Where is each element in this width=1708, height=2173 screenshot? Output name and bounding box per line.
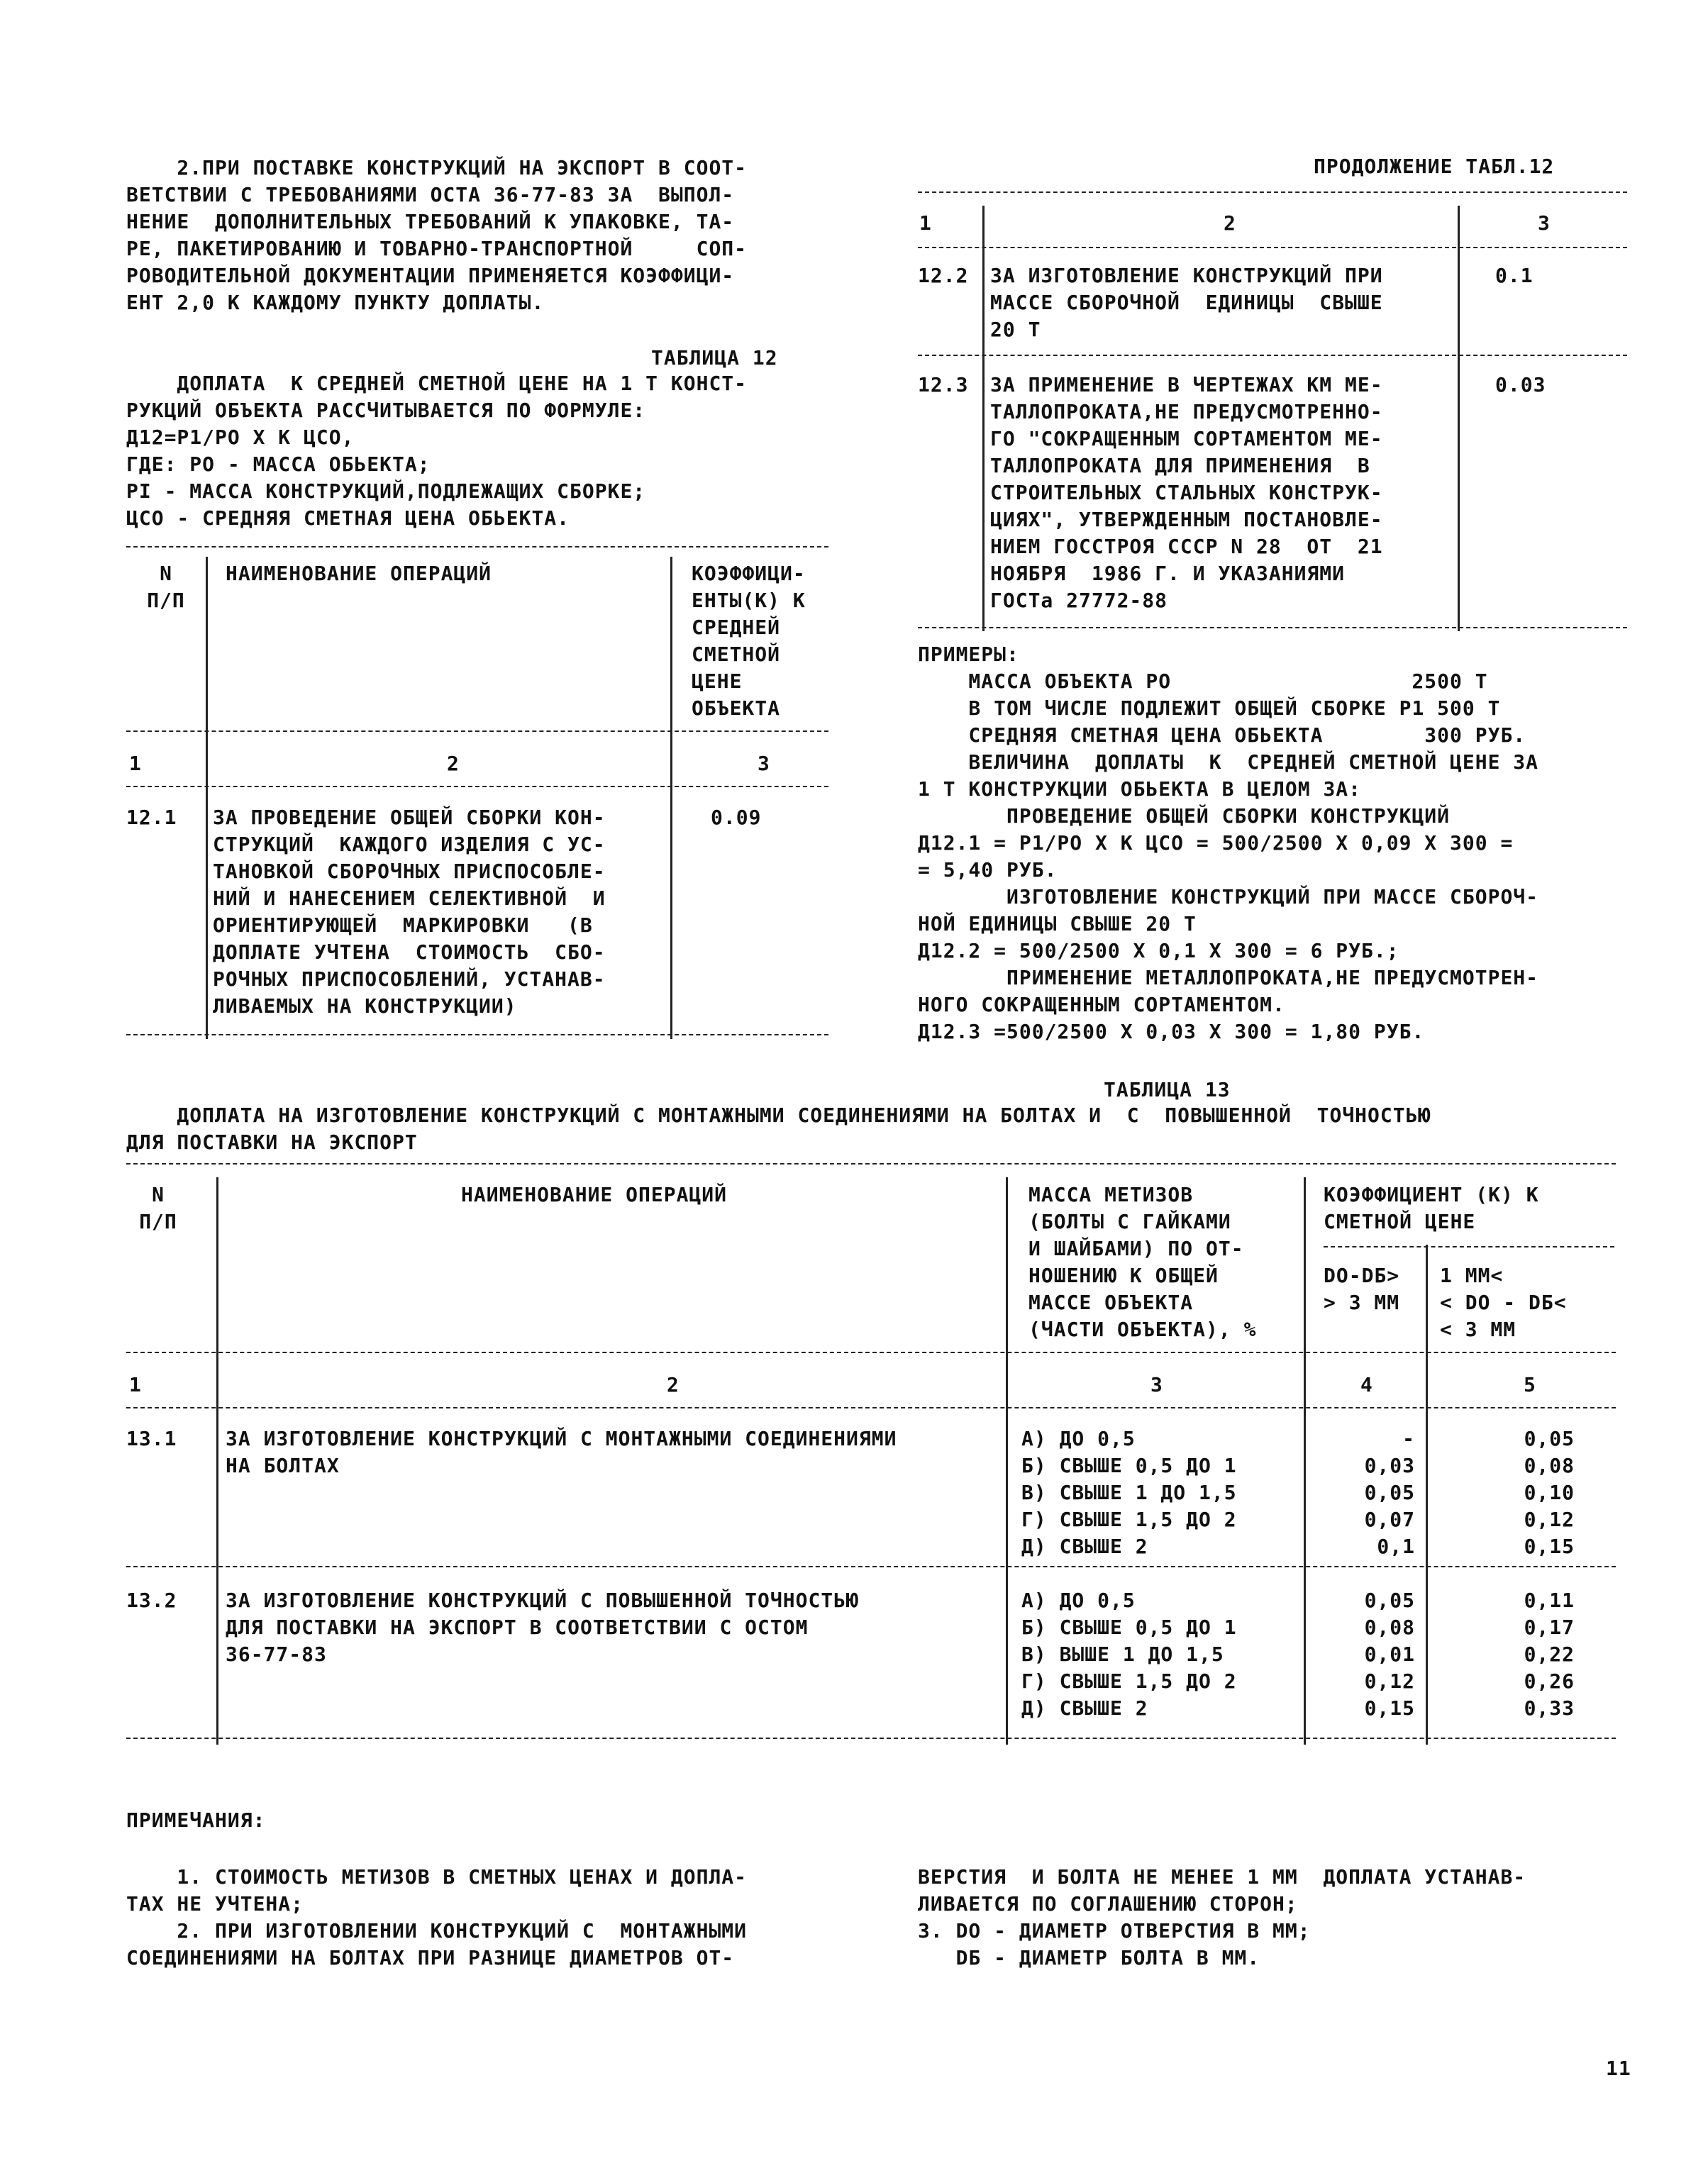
table13-head-coefficient: КОЭФФИЦИЕНТ (К) К СМЕТНОЙ ЦЕНЕ	[1324, 1183, 1539, 1233]
table13-row-mass: А) ДО 0,5 Б) СВЫШЕ 0,5 ДО 1 В) СВЫШЕ 1 ДО 1,5 Г) СВЫШЕ 1,5 ДО 2 Д) СВЫШЕ 2	[1021, 1427, 1237, 1558]
table13-sub-rule	[1324, 1246, 1614, 1247]
table13-rule-bottom	[126, 1738, 1616, 1739]
table12-title: ТАБЛИЦА 12	[651, 346, 778, 369]
note-line: СОЕДИНЕНИЯМИ НА БОЛТАХ ПРИ РАЗНИЦЕ ДИАМЕТРОВ ОТ-	[126, 1946, 735, 1969]
table12c-col-divider	[982, 206, 985, 631]
table13-description	[126, 1102, 1431, 1156]
table13-colnum-3: 3	[1150, 1373, 1163, 1396]
notes-left	[126, 1864, 747, 1972]
page-number: 11	[1606, 2057, 1631, 2080]
table12-rule-top	[126, 546, 828, 548]
table12-rule	[126, 730, 828, 732]
table13-row-mass: А) ДО 0,5 Б) СВЫШЕ 0,5 ДО 1 В) ВЫШЕ 1 ДО 1,5 Г) СВЫШЕ 1,5 ДО 2 Д) СВЫШЕ 2	[1021, 1589, 1237, 1720]
table13-head-operation: НАИМЕНОВАНИЕ ОПЕРАЦИЙ	[461, 1183, 728, 1206]
table13-row-number: 13.2	[126, 1589, 177, 1612]
intro-line: ВЕТСТВИИ С ТРЕБОВАНИЯМИ ОСТА 36-77-83 ЗА ВЫПОЛ-	[126, 183, 735, 206]
table13-row-col5: 0,05 0,08 0,10 0,12 0,15	[1524, 1427, 1575, 1558]
intro-line: ЕНТ 2,0 К КАЖДОМУ ПУНКТУ ДОПЛАТЫ.	[126, 291, 545, 314]
table13-col-divider	[216, 1177, 218, 1745]
table12-col-divider	[670, 557, 672, 1039]
intro-paragraph	[126, 155, 747, 316]
table12c-rule	[918, 355, 1627, 356]
example-line: Д12.1 = Р1/РО Х К ЦСО = 500/2500 Х 0,09 Х 300 =	[918, 831, 1514, 855]
table12c-row-number: 12.2	[918, 264, 969, 287]
table12c-rule	[918, 247, 1627, 248]
table12c-row-operation: ЗА ПРИМЕНЕНИЕ В ЧЕРТЕЖАХ КМ МЕ- ТАЛЛОПРОКАТА,НЕ ПРЕДУСМОТРЕННО- ГО "СОКРАЩЕННЫМ СОРТАМЕНТОМ МЕ- ТАЛЛОПРОКАТА ДЛЯ ПРИМЕНЕНИЯ В СТРОИТЕЛЬНЫХ СТАЛЬНЫХ КОНСТРУК- ЦИЯХ", УТВЕРЖДЕННЫМ ПОСТАНОВЛЕ- НИЕМ ГОССТРОЯ СССР N 28 ОТ 21 НОЯБРЯ 1986 Г. И УКАЗАНИЯМИ ГОСТа 27772-88	[990, 373, 1383, 612]
table12-cont-title: ПРОДОЛЖЕНИЕ ТАБЛ.12	[1314, 155, 1555, 178]
table13-colnum-4: 4	[1360, 1373, 1373, 1396]
example-line: МАССА ОБЪЕКТА РО 2500 Т	[918, 669, 1488, 693]
table13-row-operation: ЗА ИЗГОТОВЛЕНИЕ КОНСТРУКЦИЙ С МОНТАЖНЫМИ СОЕДИНЕНИЯМИ НА БОЛТАХ	[226, 1427, 897, 1477]
intro-line: НЕНИЕ ДОПОЛНИТЕЛЬНЫХ ТРЕБОВАНИЙ К УПАКОВКЕ, ТА-	[126, 210, 735, 233]
table12c-col-divider	[1458, 206, 1460, 631]
table12-colnum-1: 1	[129, 752, 142, 775]
table12-desc-line: ДОПЛАТА К СРЕДНЕЙ СМЕТНОЙ ЦЕНЕ НА 1 Т КОНСТ-	[126, 372, 748, 395]
table12-desc-line: РУКЦИЙ ОБЪЕКТА РАССЧИТЫВАЕТСЯ ПО ФОРМУЛЕ:	[126, 399, 646, 422]
notes-heading: ПРИМЕЧАНИЯ:	[126, 1808, 266, 1832]
example-line: СРЕДНЯЯ СМЕТНАЯ ЦЕНА ОБЬЕКТА 300 РУБ.	[918, 723, 1526, 747]
example-line: ПРОВЕДЕНИЕ ОБЩЕЙ СБОРКИ КОНСТРУКЦИЙ	[918, 804, 1451, 828]
table13-col-divider	[1426, 1245, 1428, 1745]
note-line: 2. ПРИ ИЗГОТОВЛЕНИИ КОНСТРУКЦИЙ С МОНТАЖНЫМИ	[126, 1919, 748, 1943]
table13-row-col4: 0,05 0,08 0,01 0,12 0,15	[1364, 1589, 1415, 1720]
intro-line: 2.ПРИ ПОСТАВКЕ КОНСТРУКЦИЙ НА ЭКСПОРТ В СООТ-	[126, 156, 748, 179]
table12c-row-value: 0.1	[1495, 264, 1534, 287]
table13-head-col4: DO-DБ> > 3 ММ	[1324, 1264, 1400, 1314]
note-line: ТАХ НЕ УЧТЕНА;	[126, 1892, 304, 1916]
table12c-row-operation: ЗА ИЗГОТОВЛЕНИЕ КОНСТРУКЦИЙ ПРИ МАССЕ СБОРОЧНОЙ ЕДИНИЦЫ СВЫШЕ 20 Т	[990, 264, 1383, 341]
table13-head-number: N П/П	[139, 1183, 177, 1233]
table12-colnum-2: 2	[447, 752, 460, 775]
table12-head-operation: НАИМЕНОВАНИЕ ОПЕРАЦИЙ	[226, 562, 492, 585]
table12-head-number: N П/П	[147, 562, 185, 612]
examples-block	[918, 641, 1538, 1045]
table12c-row-value: 0.03	[1495, 373, 1546, 396]
example-line: 1 Т КОНСТРУКЦИИ ОБЬЕКТА В ЦЕЛОМ ЗА:	[918, 777, 1362, 801]
table13-rule	[126, 1407, 1616, 1408]
table12c-colnum-3: 3	[1538, 211, 1551, 235]
example-line: ИЗГОТОВЛЕНИЕ КОНСТРУКЦИЙ ПРИ МАССЕ СБОРОЧ-	[918, 885, 1539, 908]
notes-right	[918, 1864, 1526, 1972]
table13-col-divider	[1006, 1177, 1008, 1745]
example-line: ВЕЛИЧИНА ДОПЛАТЫ К СРЕДНЕЙ СМЕТНОЙ ЦЕНЕ ЗА	[918, 750, 1539, 774]
table13-rule	[126, 1566, 1616, 1567]
table12-row-number: 12.1	[126, 806, 177, 829]
table13-row-col4: - 0,03 0,05 0,07 0,1	[1364, 1427, 1415, 1558]
example-line: Д12.3 =500/2500 Х 0,03 Х 300 = 1,80 РУБ.	[918, 1020, 1425, 1043]
table12-colnum-3: 3	[758, 752, 770, 775]
example-line: НОЙ ЕДИНИЦЫ СВЫШЕ 20 Т	[918, 912, 1197, 935]
note-line: ЛИВАЕТСЯ ПО СОГЛАШЕНИЮ СТОРОН;	[918, 1892, 1298, 1916]
note-line: 1. СТОИМОСТЬ МЕТИЗОВ В СМЕТНЫХ ЦЕНАХ И ДОПЛА-	[126, 1865, 748, 1889]
intro-line: РОВОДИТЕЛЬНОЙ ДОКУМЕНТАЦИИ ПРИМЕНЯЕТСЯ КОЭФФИЦИ-	[126, 264, 735, 287]
table12-desc-line: ГДЕ: РО - МАССА ОБЬЕКТА;	[126, 452, 431, 476]
table12-description	[126, 370, 747, 532]
table12c-colnum-2: 2	[1224, 211, 1236, 235]
table13-head-col5: 1 ММ< < DO - DБ< < 3 ММ	[1440, 1264, 1567, 1341]
table12c-rule-top	[918, 191, 1627, 193]
table13-desc-line: ДЛЯ ПОСТАВКИ НА ЭКСПОРТ	[126, 1130, 418, 1154]
table12-desc-line: Д12=Р1/РО Х К ЦСО,	[126, 426, 355, 449]
intro-line: РЕ, ПАКЕТИРОВАНИЮ И ТОВАРНО-ТРАНСПОРТНОЙ СОП-	[126, 237, 748, 260]
table13-col-divider	[1304, 1177, 1306, 1745]
table13-desc-line: ДОПЛАТА НА ИЗГОТОВЛЕНИЕ КОНСТРУКЦИЙ С МОНТАЖНЫМИ СОЕДИНЕНИЯМИ НА БОЛТАХ И С ПОВЫШЕННОЙ ТОЧНОСТЬЮ	[126, 1104, 1431, 1127]
table12c-colnum-1: 1	[919, 211, 932, 235]
table12-row-value: 0.09	[711, 806, 762, 829]
example-line: НОГО СОКРАЩЕННЫМ СОРТАМЕНТОМ.	[918, 993, 1285, 1016]
note-line: 3. DO - ДИАМЕТР ОТВЕРСТИЯ В ММ;	[918, 1919, 1311, 1943]
table13-row-operation: ЗА ИЗГОТОВЛЕНИЕ КОНСТРУКЦИЙ С ПОВЫШЕННОЙ ТОЧНОСТЬЮ ДЛЯ ПОСТАВКИ НА ЭКСПОРТ В СООТВЕТСТВИИ С ОСТОМ 36-77-83	[226, 1589, 859, 1666]
table12-rule	[126, 786, 828, 787]
example-line: Д12.2 = 500/2500 Х 0,1 Х 300 = 6 РУБ.;	[918, 939, 1399, 962]
table13-colnum-1: 1	[129, 1373, 142, 1396]
table12-desc-line: ЦСО - СРЕДНЯЯ СМЕТНАЯ ЦЕНА ОБЬЕКТА.	[126, 506, 570, 530]
table12-desc-line: PI - МАССА КОНСТРУКЦИЙ,ПОДЛЕЖАЩИХ СБОРКЕ;	[126, 479, 646, 503]
example-line: В ТОМ ЧИСЛЕ ПОДЛЕЖИТ ОБЩЕЙ СБОРКЕ Р1 500 Т	[918, 696, 1501, 720]
table13-row-col5: 0,11 0,17 0,22 0,26 0,33	[1524, 1589, 1575, 1720]
table12-col-divider	[206, 557, 208, 1039]
table13-colnum-2: 2	[667, 1373, 680, 1396]
note-line: DБ - ДИАМЕТР БОЛТА В ММ.	[918, 1946, 1260, 1969]
example-line: ПРИМЕНЕНИЕ МЕТАЛЛОПРОКАТА,НЕ ПРЕДУСМОТРЕН-	[918, 966, 1539, 989]
table13-head-mass: МАССА МЕТИЗОВ (БОЛТЫ С ГАЙКАМИ И ШАЙБАМИ) ПО ОТ- НОШЕНИЮ К ОБЩЕЙ МАССЕ ОБЪЕКТА (ЧАСТИ ОБЪЕКТА), %	[1028, 1183, 1257, 1341]
table13-rule	[126, 1352, 1616, 1353]
examples-heading: ПРИМЕРЫ:	[918, 643, 1019, 666]
table12-head-coefficient: КОЭФФИЦИ- ЕНТЫ(К) К СРЕДНЕЙ СМЕТНОЙ ЦЕНЕ ОБЪЕКТА	[692, 562, 806, 720]
table13-title: ТАБЛИЦА 13	[1104, 1078, 1231, 1101]
table12-rule-bottom	[126, 1034, 828, 1035]
table12c-row-number: 12.3	[918, 373, 969, 396]
table13-rule-top	[126, 1163, 1616, 1165]
example-line: = 5,40 РУБ.	[918, 858, 1058, 882]
table12-row-operation: ЗА ПРОВЕДЕНИЕ ОБЩЕЙ СБОРКИ КОН- СТРУКЦИЙ КАЖДОГО ИЗДЕЛИЯ С УС- ТАНОВКОЙ СБОРОЧНЫХ ПРИСПОСОБЛЕ- НИЙ И НАНЕСЕНИЕМ СЕЛЕКТИВНОЙ И ОРИЕНТИРУЮЩЕЙ МАРКИРОВКИ (В ДОПЛАТЕ УЧТЕНА СТОИМОСТЬ СБО- РОЧНЫХ ПРИСПОСОБЛЕНИЙ, УСТАНАВ- ЛИВАЕМЫХ НА КОНСТРУКЦИИ)	[213, 806, 606, 1018]
table12c-rule-bottom	[918, 627, 1627, 628]
table13-row-number: 13.1	[126, 1427, 177, 1450]
table13-colnum-5: 5	[1524, 1373, 1536, 1396]
note-line: ВЕРСТИЯ И БОЛТА НЕ МЕНЕЕ 1 ММ ДОПЛАТА УСТАНАВ-	[918, 1865, 1526, 1889]
